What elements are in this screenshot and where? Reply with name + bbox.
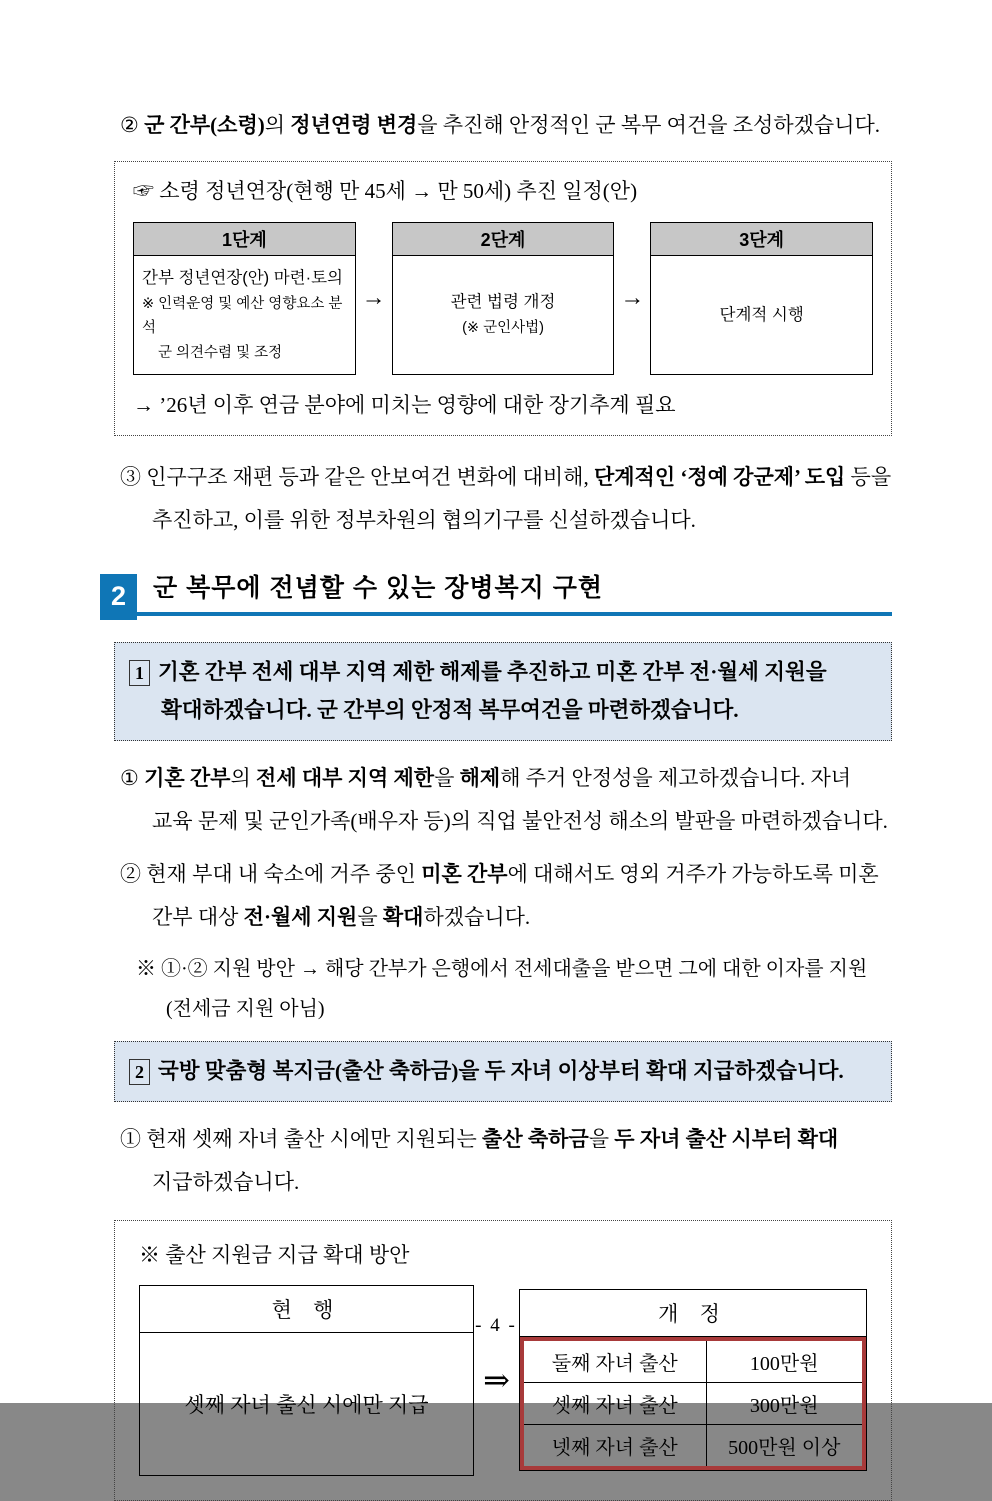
text-run-bold: 출산 축하금 bbox=[482, 1126, 589, 1151]
stage-3-body bbox=[651, 256, 872, 374]
page-content bbox=[100, 104, 892, 1501]
text-run: 을 bbox=[357, 905, 383, 930]
stage-3-box bbox=[650, 222, 873, 375]
stage-2-box bbox=[392, 222, 615, 375]
stage-1-box bbox=[133, 222, 356, 375]
item-marker: ① bbox=[120, 1126, 147, 1151]
paragraph-single-officers bbox=[120, 853, 892, 939]
highlight-box-1 bbox=[114, 642, 892, 741]
text-run: 의 bbox=[264, 113, 291, 137]
stage-diagram bbox=[133, 222, 873, 375]
paragraph-retirement-age bbox=[120, 104, 892, 147]
revised-table-highlighted-rows bbox=[520, 1337, 866, 1470]
text-run: 인구구조 재편 등과 같은 안보여건 변화에 대비해, bbox=[146, 464, 594, 489]
section-2-header bbox=[100, 568, 892, 616]
text-run: 에 대해서도 영외 거주가 가능하도록 미혼 간부 대상 bbox=[152, 862, 879, 930]
row-value: 300만원 bbox=[749, 1395, 819, 1418]
text-run-bold: 해제 bbox=[459, 765, 501, 790]
text-run-bold: 단계적인 ‘정예 강군제’ 도입 bbox=[593, 464, 846, 489]
section-number-badge: 2 bbox=[100, 574, 137, 620]
row-label: 둘째 자녀 출산 bbox=[524, 1341, 707, 1382]
stage-2-line1: 관련 법령 개정 bbox=[450, 293, 556, 312]
item-marker: ② bbox=[120, 862, 147, 887]
stage-3-line1: 단계적 시행 bbox=[719, 305, 804, 324]
page-number: - 4 - bbox=[475, 1315, 517, 1336]
right-arrow-icon: → bbox=[361, 284, 386, 312]
stage-1-body bbox=[134, 256, 355, 374]
paragraph-married-officers bbox=[120, 757, 892, 843]
table-row bbox=[524, 1425, 862, 1466]
item-marker: ③ bbox=[120, 464, 147, 489]
text-run: 등을 추진하고, 이를 위한 정부차원의 협의기구를 신설하겠습니다. bbox=[152, 464, 892, 532]
text-run-bold: 기혼 간부 bbox=[144, 765, 231, 790]
text-run-bold: 군 간부(소령) bbox=[144, 113, 265, 137]
stage-1-line2: ※ 인력운영 및 예산 영향요소 분석 bbox=[142, 295, 343, 337]
text-run: 지급하겠습니다. bbox=[152, 1169, 300, 1194]
highlight-box-2 bbox=[114, 1041, 892, 1102]
current-table-cell: 셋째 자녀 출신 시에만 지급 bbox=[184, 1392, 429, 1417]
row-label: 넷째 자녀 출산 bbox=[524, 1425, 707, 1466]
item-marker: ② bbox=[120, 113, 145, 137]
stage-3-header: 3단계 bbox=[651, 223, 872, 256]
text-run: 을 추진해 안정적인 군 복무 여건을 조성하겠습니다. bbox=[417, 113, 881, 137]
schedule-note: → ’26년 이후 연금 분야에 미치는 영향에 대한 장기추계 필요 bbox=[133, 392, 676, 417]
boxed-number-2: 2 bbox=[129, 1059, 150, 1085]
boxed-number-1: 1 bbox=[129, 660, 150, 686]
row-label: 셋째 자녀 출산 bbox=[524, 1383, 707, 1424]
stage-2-line2: (※ 군인사법) bbox=[462, 320, 544, 337]
schedule-box bbox=[114, 161, 892, 435]
stage-1-line3: 군 의견수렴 및 조정 bbox=[158, 344, 283, 361]
expansion-plan-box bbox=[114, 1220, 892, 1501]
note-loan-text: ①·② 지원 방안 → 해당 간부가 은행에서 전세대출을 받으면 그에 대한 이자를 지원 (전세금 지원 아님) bbox=[161, 958, 868, 1021]
paragraph-force-reform bbox=[120, 456, 892, 542]
text-run-bold: 미혼 간부 bbox=[421, 862, 508, 887]
text-run: 의 bbox=[230, 765, 257, 790]
schedule-title: ☞ 소령 정년연장(현행 만 45세 → 만 50세) 추진 일정(안) bbox=[133, 179, 638, 204]
text-run-bold: 두 자녀 출산 시부터 확대 bbox=[614, 1126, 839, 1151]
highlight-box-2-text: 국방 맞춤형 복지금(출산 축하금)을 두 자녀 이상부터 확대 지급하겠습니다. bbox=[158, 1059, 844, 1084]
text-run-bold: 확대 bbox=[382, 905, 424, 930]
right-arrow-icon: → bbox=[620, 284, 645, 312]
text-run-bold: 전·월세 지원 bbox=[243, 905, 358, 930]
current-table-header: 현 행 bbox=[140, 1286, 473, 1333]
text-run-bold: 전세 대부 지역 제한 bbox=[256, 765, 435, 790]
highlight-box-1-text: 기혼 간부 전세 대부 지역 제한 해제를 추진하고 미혼 간부 전·월세 지원을 확대하겠습니다. 군 간부의 안정적 복무여건을 마련하겠습니다. bbox=[158, 659, 827, 723]
text-run: 현재 부대 내 숙소에 거주 중인 bbox=[146, 862, 422, 887]
text-run: 해 주거 안정성을 제고하겠습니다. 자녀 교육 문제 및 군인가족(배우자 등)의 직업 불안전성 해소의 발판을 마련하겠습니다. bbox=[152, 765, 888, 834]
stage-1-header: 1단계 bbox=[134, 223, 355, 256]
stage-2-header: 2단계 bbox=[393, 223, 614, 256]
comparison-tables bbox=[139, 1285, 867, 1476]
double-arrow-icon: ⇒ bbox=[483, 1362, 510, 1399]
row-value: 500만원 이상 bbox=[728, 1437, 841, 1460]
item-marker: ① bbox=[120, 765, 145, 790]
revised-table-header: 개 정 bbox=[520, 1290, 866, 1337]
row-value: 100만원 bbox=[749, 1353, 819, 1376]
current-table bbox=[139, 1285, 474, 1476]
section-title-underline bbox=[137, 568, 892, 616]
text-run: 을 bbox=[434, 765, 460, 790]
table-row bbox=[524, 1383, 862, 1425]
expansion-plan-title: ※ 출산 지원금 지급 확대 방안 bbox=[139, 1242, 410, 1267]
note-loan-interest bbox=[136, 949, 892, 1029]
paragraph-birth-grant bbox=[120, 1118, 892, 1204]
text-run-bold: 정년연령 변경 bbox=[290, 113, 418, 137]
text-run: 하겠습니다. bbox=[423, 905, 531, 930]
table-row bbox=[524, 1341, 862, 1383]
section-title: 군 복무에 전념할 수 있는 장병복지 구현 bbox=[153, 573, 604, 602]
text-run: 을 bbox=[588, 1126, 615, 1151]
text-run: 현재 셋째 자녀 출산 시에만 지원되는 bbox=[146, 1126, 483, 1151]
reference-mark: ※ bbox=[136, 958, 161, 981]
stage-2-body bbox=[393, 256, 614, 374]
stage-1-line1: 간부 정년연장(안) 마련·토의 bbox=[142, 268, 343, 287]
